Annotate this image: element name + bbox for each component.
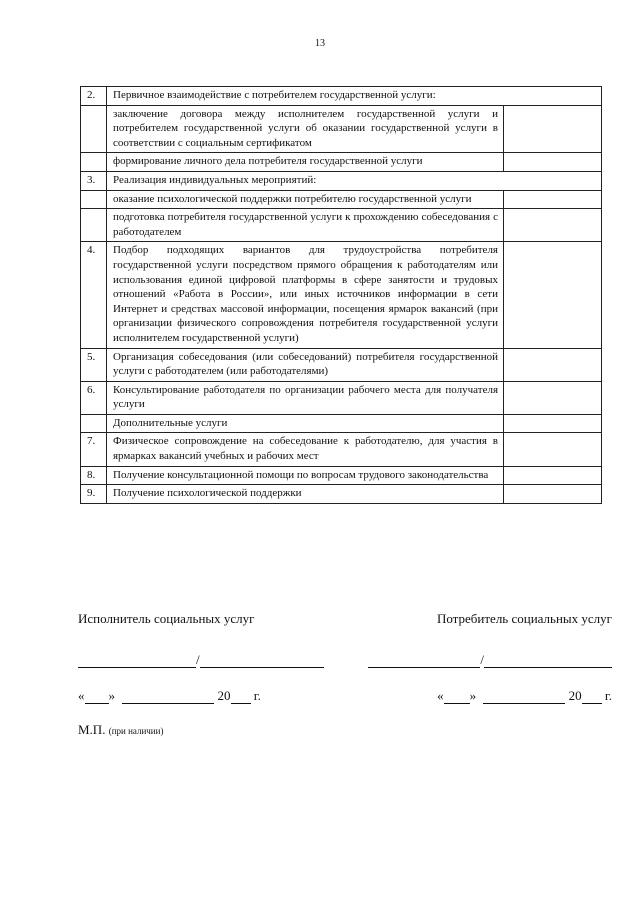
executor-slash: / [196, 652, 200, 667]
row-mark-cell [504, 209, 602, 242]
row-mark-cell [504, 414, 602, 433]
row-mark-cell [504, 433, 602, 466]
stamp-note: (при наличии) [108, 726, 164, 736]
row-number [81, 414, 107, 433]
table-row [81, 105, 602, 153]
row-service: Получение консультационной помощи по вопросам трудового законодательства [107, 466, 504, 485]
executor-title: Исполнитель социальных услуг [78, 611, 255, 626]
table-row [81, 348, 602, 381]
row-number: 4. [81, 242, 107, 348]
consumer-month-blank [483, 689, 565, 704]
row-number [81, 153, 107, 172]
table-row [81, 190, 602, 209]
consumer-signature-blank [368, 653, 480, 668]
row-number: 5. [81, 348, 107, 381]
services-table-body [81, 87, 602, 504]
row-number [81, 105, 107, 153]
row-service: Первичное взаимодействие с потребителем государственной услуги: [107, 87, 602, 106]
row-service: Реализация индивидуальных мероприятий: [107, 171, 602, 190]
consumer-year-blank [582, 689, 602, 704]
consumer-year-suffix: г. [604, 688, 612, 703]
row-service: Организация собеседования (или собеседований) потребителя государственной услуги с работодателем (или работодателями) [107, 348, 504, 381]
table-row [81, 414, 602, 433]
executor-month-blank [122, 689, 214, 704]
row-mark-cell [504, 381, 602, 414]
row-number: 2. [81, 87, 107, 106]
row-service: оказание психологической поддержки потребителю государственной услуги [107, 190, 504, 209]
executor-date-close: » [108, 688, 115, 703]
signature-lines [78, 652, 612, 668]
signature-dates [78, 688, 612, 704]
stamp-placeholder [78, 722, 163, 738]
row-number [81, 190, 107, 209]
row-mark-cell [504, 190, 602, 209]
row-service: Получение психологической поддержки [107, 485, 504, 504]
row-number: 7. [81, 433, 107, 466]
row-number: 3. [81, 171, 107, 190]
row-mark-cell [504, 242, 602, 348]
table-row [81, 485, 602, 504]
consumer-date-open: « [437, 688, 444, 703]
executor-year-blank [231, 689, 251, 704]
row-service: Консультирование работодателя по организации рабочего места для получателя услуги [107, 381, 504, 414]
executor-name-blank [200, 653, 324, 668]
executor-signature-line [78, 652, 324, 668]
row-mark-cell [504, 153, 602, 172]
executor-date-open: « [78, 688, 85, 703]
executor-year-prefix: 20 [217, 688, 231, 703]
table-row [81, 87, 602, 106]
stamp-label: М.П. [78, 722, 106, 737]
row-service: Дополнительные услуги [107, 414, 504, 433]
executor-signature-blank [78, 653, 196, 668]
services-table [80, 86, 602, 504]
page-number: 13 [315, 38, 325, 49]
row-mark-cell [504, 485, 602, 504]
row-number: 9. [81, 485, 107, 504]
row-service: формирование личного дела потребителя государственной услуги [107, 153, 504, 172]
consumer-year-prefix: 20 [568, 688, 582, 703]
consumer-slash: / [480, 652, 484, 667]
consumer-date [437, 688, 612, 704]
table-row [81, 433, 602, 466]
table-row [81, 209, 602, 242]
row-mark-cell [504, 105, 602, 153]
table-row [81, 466, 602, 485]
table-row [81, 381, 602, 414]
row-service: Физическое сопровождение на собеседование к работодателю, для участия в ярмарках вакансий учебных и рабочих мест [107, 433, 504, 466]
row-mark-cell [504, 348, 602, 381]
row-service: Подбор подходящих вариантов для трудоустройства потребителя государственной услуги посредством прямого обращения к работодателям или использования единой цифровой платформы в сфере занятости и трудовых отношений «Работа в России», или иных источников информации в сети Интернет и средствах массовой информации, посещения ярмарок вакансий (при организации физического сопровождения потребителя государственной услуги исполнителем государственной услуги) [107, 242, 504, 348]
table-row [81, 171, 602, 190]
executor-date [78, 688, 261, 704]
row-mark-cell [504, 466, 602, 485]
signature-titles [78, 611, 612, 627]
consumer-day-blank [444, 689, 470, 704]
row-number: 8. [81, 466, 107, 485]
consumer-date-close: » [469, 688, 477, 703]
table-row [81, 153, 602, 172]
row-service: подготовка потребителя государственной услуги к прохождению собеседования с работодателем [107, 209, 504, 242]
consumer-signature-line [368, 652, 612, 668]
table-row [81, 242, 602, 348]
executor-year-suffix: г. [253, 688, 261, 703]
row-number [81, 209, 107, 242]
consumer-name-blank [484, 653, 612, 668]
consumer-title: Потребитель социальных услуг [436, 611, 612, 626]
row-number: 6. [81, 381, 107, 414]
row-service: заключение договора между исполнителем государственной услуги и потребителем государственной услуги об оказании государственной услуги в соответствии с социальным сертификатом [107, 105, 504, 153]
executor-day-blank [85, 689, 109, 704]
